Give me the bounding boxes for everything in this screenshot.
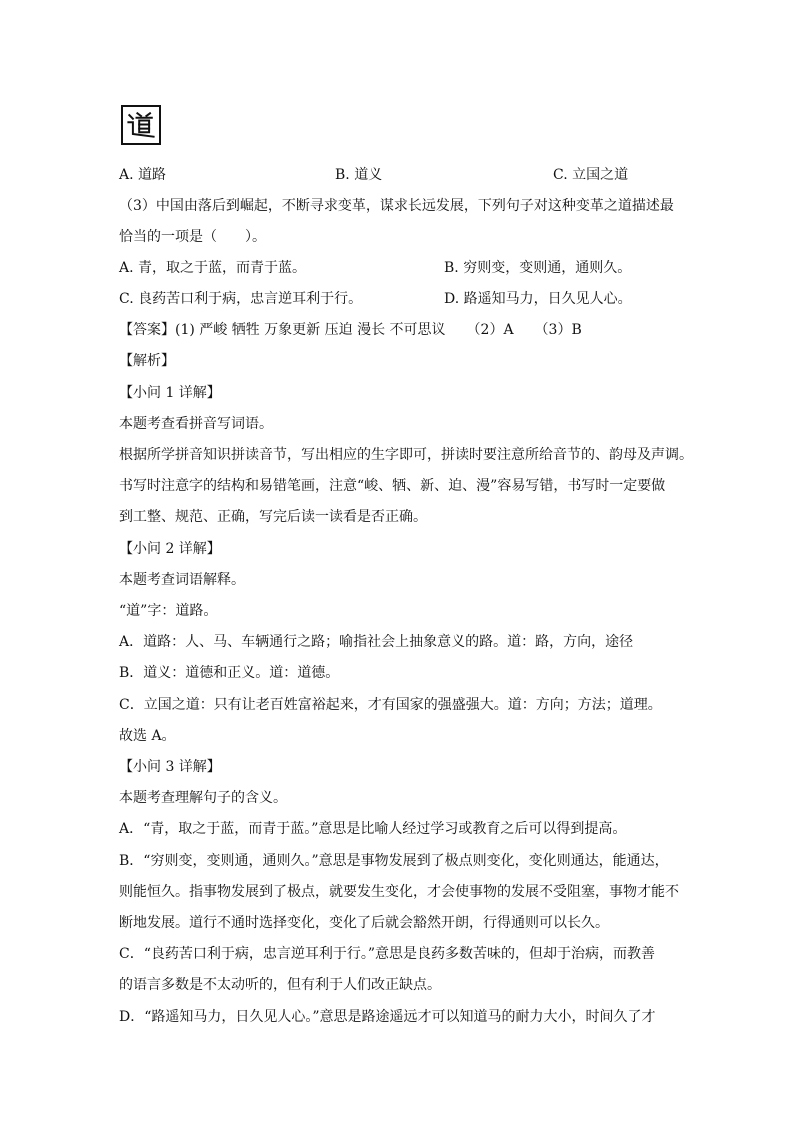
option-a-daolu: A. 道路 bbox=[119, 167, 167, 183]
section2-line: C．立国之道：只有让老百姓富裕起来，才有国家的强盛强大。道：方向；方法；道理。 bbox=[119, 697, 662, 713]
answer-line: 【答案】(1) 严峻 牺牲 万象更新 压迫 漫长 不可思议 （2）A （3）B bbox=[119, 322, 582, 338]
analysis-heading: 【解析】 bbox=[119, 353, 175, 369]
section3-line: 的语言多数是不太动听的，但有利于人们改正缺点。 bbox=[119, 977, 441, 993]
section3-line: B．“穷则变，变则通，通则久。”意思是事物发展到了极点则变化，变化则通达，能通达， bbox=[119, 853, 669, 869]
section3-line: 断地发展。道行不通时选择变化，变化了后就会豁然开朗，行得通则可以长久。 bbox=[119, 915, 609, 931]
option-b-daoyi: B. 道义 bbox=[335, 167, 383, 183]
section1-line: 书写时注意字的结构和易错笔画，注意“峻、牺、新、迫、漫”容易写错，书写时一定要做 bbox=[119, 478, 666, 494]
q3-option-b: B. 穷则变，变则通，通则久。 bbox=[444, 260, 632, 276]
section2-line: 本题考查词语解释。 bbox=[119, 572, 245, 588]
section2-line: A．道路：人、马、车辆通行之路；喻指社会上抽象意义的路。道：路，方向，途径 bbox=[119, 634, 634, 650]
section2-line: “道”字：道路。 bbox=[119, 603, 218, 619]
section3-line: C．“良药苦口利于病，忠言逆耳利于行。”意思是良药多数苦味的，但却于治病，而教善 bbox=[119, 946, 656, 962]
section2-line: 故选 A。 bbox=[119, 728, 176, 744]
section1-line: 根据所学拼音知识拼读音节，写出相应的生字即可，拼读时要注意所给音节的、韵母及声调。 bbox=[119, 447, 693, 463]
section3-line: 则能恒久。指事物发展到了极点，就要发生变化，才会使事物的发展不受阻塞，事物才能不 bbox=[119, 884, 679, 900]
option-c-liguozhidao: C. 立国之道 bbox=[553, 167, 629, 183]
q3-option-d: D. 路遥知马力，日久见人心。 bbox=[444, 291, 632, 307]
section1-line: 到工整、规范、正确，写完后读一读看是否正确。 bbox=[119, 509, 427, 525]
section3-line: A．“青，取之于蓝，而青于蓝。”意思是比喻人经过学习或教育之后可以得到提高。 bbox=[119, 821, 627, 837]
section2-heading: 【小问 2 详解】 bbox=[119, 541, 221, 557]
seal-script-character-image bbox=[121, 105, 161, 145]
section1-line: 本题考查看拼音写词语。 bbox=[119, 416, 273, 432]
section3-line: 本题考查理解句子的含义。 bbox=[119, 790, 287, 806]
section2-line: B．道义：道德和正义。道：道德。 bbox=[119, 665, 340, 681]
q3-option-c: C. 良药苦口利于病，忠言逆耳利于行。 bbox=[119, 291, 363, 307]
section3-line: D．“路遥知马力，日久见人心。”意思是路途遥远才可以知道马的耐力大小，时间久了才 bbox=[119, 1009, 656, 1025]
seal-glyph-icon bbox=[123, 107, 159, 143]
q3-option-a: A. 青，取之于蓝，而青于蓝。 bbox=[119, 260, 307, 276]
section1-heading: 【小问 1 详解】 bbox=[119, 385, 221, 401]
q3-stem-line1: （3）中国由落后到崛起，不断寻求变革，谋求长远发展，下列句子对这种变革之道描述最 bbox=[119, 198, 674, 214]
q3-stem-line2: 恰当的一项是（ ）。 bbox=[119, 229, 266, 245]
section3-heading: 【小问 3 详解】 bbox=[119, 759, 221, 775]
